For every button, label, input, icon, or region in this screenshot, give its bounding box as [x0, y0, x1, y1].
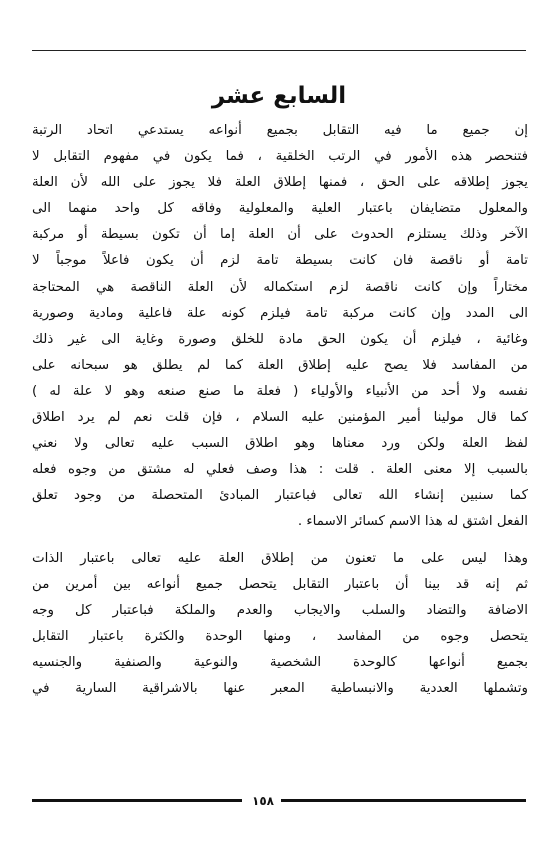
text-line: يجوز إطلاقه على الحق ، فمنها إطلاق العلة فلا يجوز على الله لأن العلة	[32, 175, 528, 191]
text-line: إن جميع ما فيه التقابل بجميع أنواعه يستدعي اتحاد الرتبة	[32, 123, 528, 138]
text-line: كما قال مولينا أمير المؤمنين عليه السلام ، فإن قلت نعم لم يرد اطلاق	[32, 410, 528, 426]
text-line: بجميع أنواعها كالوحدة الشخصية والنوعية والصنفية والجنسيه	[32, 654, 528, 670]
text-line: مختاراً وإن كانت ناقصة لزم استكماله لأن العلة الناقصة هي المحتاجة	[32, 279, 528, 295]
header-rule	[32, 50, 526, 51]
text-line: الاضافة والتضاد والسلب والايجاب والعدم والملكة فباعتبار كل وجه	[32, 602, 528, 618]
text-line: وتشملها العددية والانبساطية المعبر عنها بالاشراقية السارية في	[32, 680, 528, 696]
page-number: ١٥٨	[252, 794, 274, 808]
footer-rule-left	[32, 799, 242, 802]
section-heading: السابع عشر	[211, 83, 347, 109]
text-line: ثم إنه قد بينا أن باعتبار التقابل يتحصل جميع أنواعه بين أمرين من	[32, 576, 528, 592]
text-line: لفظ العلة ولكن ورد معناها وهو اطلاق السبب عليه تعالى ولا نعني	[32, 436, 528, 452]
text-line: يتحصل وجوه من المفاسد ، ومنها الوحدة والكثرة باعتبار التقابل	[32, 628, 528, 644]
page-footer	[32, 792, 526, 810]
text-line: بالسبب إلا معنى العلة . قلت : هذا وصف فعلي له مشتق من وجوه فعله	[32, 462, 528, 478]
body-text	[32, 118, 528, 702]
text-line: من المفاسد فلا يصح عليه إطلاق العلة كما لم يطلق هو سبحانه على	[32, 357, 528, 373]
footer-rule-right	[281, 799, 526, 802]
text-line: وغائية ، فيلزم أن يكون الحق مادة للخلق وصورة وغاية الى غير ذلك	[32, 331, 528, 347]
text-line: نفسه ولا أحد من الأنبياء والأولياء ( فعلة ما صنع صنعه وهو لا علة له )	[32, 383, 528, 399]
paragraph-gap	[32, 536, 528, 546]
text-line: الى المدد وإن كانت مركبة تامة فيلزم كونه علة فاعلية ومادية وصورية	[32, 305, 528, 321]
text-line: تامة أو ناقصة فان كانت بسيطة تامة لزم أن يكون فاعلاً موجباً لا	[32, 253, 528, 269]
text-line: فتنحصر هذه الأمور في الرتب الخلقية ، فما يكون في مفهوم التقابل لا	[32, 149, 528, 165]
text-line: كما سنبين إنشاء الله تعالى فباعتبار المبادئ المتحصلة من وجود تعلق	[32, 488, 528, 504]
text-line: الفعل اشتق له هذا الاسم كسائر الاسماء .	[297, 514, 528, 530]
text-line: والمعلول متضايفان باعتبار العلية والمعلولية وفاقه كل واحد منهما الى	[32, 201, 528, 217]
text-line: وهذا ليس على ما تعنون من إطلاق العلة عليه تعالى باعتبار الذات	[32, 550, 528, 566]
text-line: الآخر وذلك يستلزم الحدوث على أن العلة إما أن تكون بسيطة أو مركبة	[32, 227, 528, 243]
